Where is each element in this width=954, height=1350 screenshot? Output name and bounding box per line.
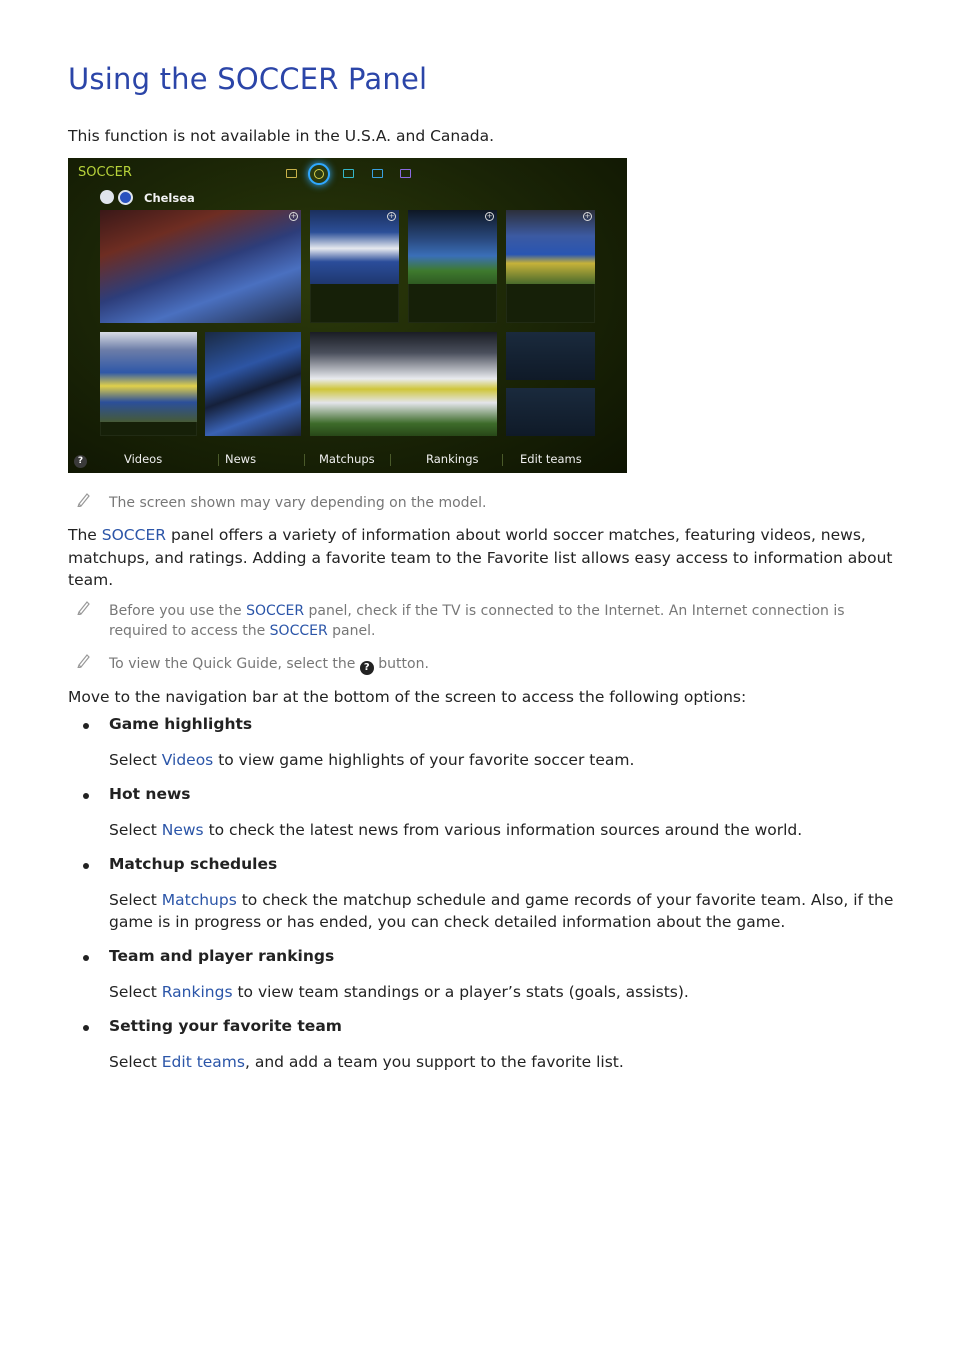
note-pencil-icon — [76, 652, 90, 668]
matchup-tile — [310, 332, 497, 436]
celebration-photo — [408, 210, 497, 284]
news-panel-icon — [286, 169, 297, 178]
nav-rankings: Rankings — [426, 452, 479, 466]
match-photo — [100, 210, 301, 323]
bullet-title: Hot news — [109, 785, 191, 803]
nav-news: News — [225, 452, 257, 466]
bullet-title: Game highlights — [109, 715, 253, 733]
team-name: Chelsea — [144, 191, 195, 205]
ranking-tile — [506, 332, 595, 380]
bullet — [83, 863, 89, 869]
ranking-tile — [506, 388, 595, 436]
nav-intro: Move to the navigation bar at the bottom of the screen to access the following options: — [68, 688, 747, 706]
add-icon: + — [486, 212, 493, 220]
internet-note: Before you use the SOCCER panel, check if the TV is connected to the Internet. An Internet connection is required to access the SOCCER panel. — [109, 603, 845, 639]
quick-guide-note: To view the Quick Guide, select the ? button. — [109, 656, 429, 673]
chelsea-crest-icon — [118, 190, 133, 205]
video-tile — [408, 210, 497, 323]
bullet — [83, 955, 89, 961]
video-tile — [310, 210, 399, 323]
intro-paragraph: The SOCCER panel offers a variety of information about world soccer matches, featuring videos, news, matchups, and ratings. Adding a favorite team to the Favorite list allows easy access to information about team. — [68, 526, 893, 589]
bullet — [83, 1025, 89, 1031]
stadium-photo — [100, 332, 197, 422]
bullet-title: Setting your favorite team — [109, 1017, 342, 1035]
bullet-body: Select Videos to view game highlights of your favorite soccer team. — [109, 751, 635, 769]
soccer-term: SOCCER — [101, 526, 167, 544]
multiscreen-panel-icon — [400, 169, 411, 178]
team-photo — [310, 332, 497, 436]
featured-video-tile — [100, 210, 301, 323]
bullet-body: Select Matchups to check the matchup schedule and game records of your favorite team. Also, if the game is in progress or has ended, you can check detailed information about the game. — [109, 891, 894, 931]
bullet — [83, 723, 89, 729]
soccer-panel-title: SOCCER — [78, 165, 132, 180]
note-pencil-icon — [76, 599, 90, 615]
soccer-ball-icon — [308, 163, 330, 185]
model-note: The screen shown may vary depending on the model. — [109, 495, 487, 511]
team-photo — [310, 210, 399, 284]
add-icon: + — [388, 212, 395, 220]
nav-matchups: Matchups — [319, 452, 375, 466]
nav-edit-teams: Edit teams — [520, 452, 582, 466]
lineup-photo — [506, 210, 595, 284]
refresh-icon — [100, 190, 114, 204]
bullet-body: Select News to check the latest news from various information sources around the world. — [109, 821, 803, 839]
bullet-body: Select Edit teams, and add a team you support to the favorite list. — [109, 1053, 624, 1071]
bullet — [83, 793, 89, 799]
panel-switcher — [282, 161, 412, 185]
bullet-title: Team and player rankings — [109, 947, 335, 965]
players-photo — [205, 332, 301, 436]
video-tile — [506, 210, 595, 323]
add-icon: + — [290, 212, 297, 220]
tv-panel-icon — [372, 169, 383, 178]
help-button-icon: ? — [360, 661, 374, 675]
page-title: Using the SOCCER Panel — [68, 62, 428, 96]
note-pencil-icon — [76, 491, 90, 507]
news-tile — [205, 332, 301, 436]
add-icon: + — [584, 212, 591, 220]
availability-note: This function is not available in the U.S.A. and Canada. — [68, 127, 494, 145]
bullet-body: Select Rankings to view team standings or a player’s stats (goals, assists). — [109, 983, 689, 1001]
bullet-title: Matchup schedules — [109, 855, 278, 873]
apps-panel-icon — [343, 169, 354, 178]
nav-videos: Videos — [124, 452, 163, 466]
news-tile — [100, 332, 197, 436]
soccer-panel-screenshot — [68, 158, 627, 473]
help-icon: ? — [74, 455, 87, 468]
